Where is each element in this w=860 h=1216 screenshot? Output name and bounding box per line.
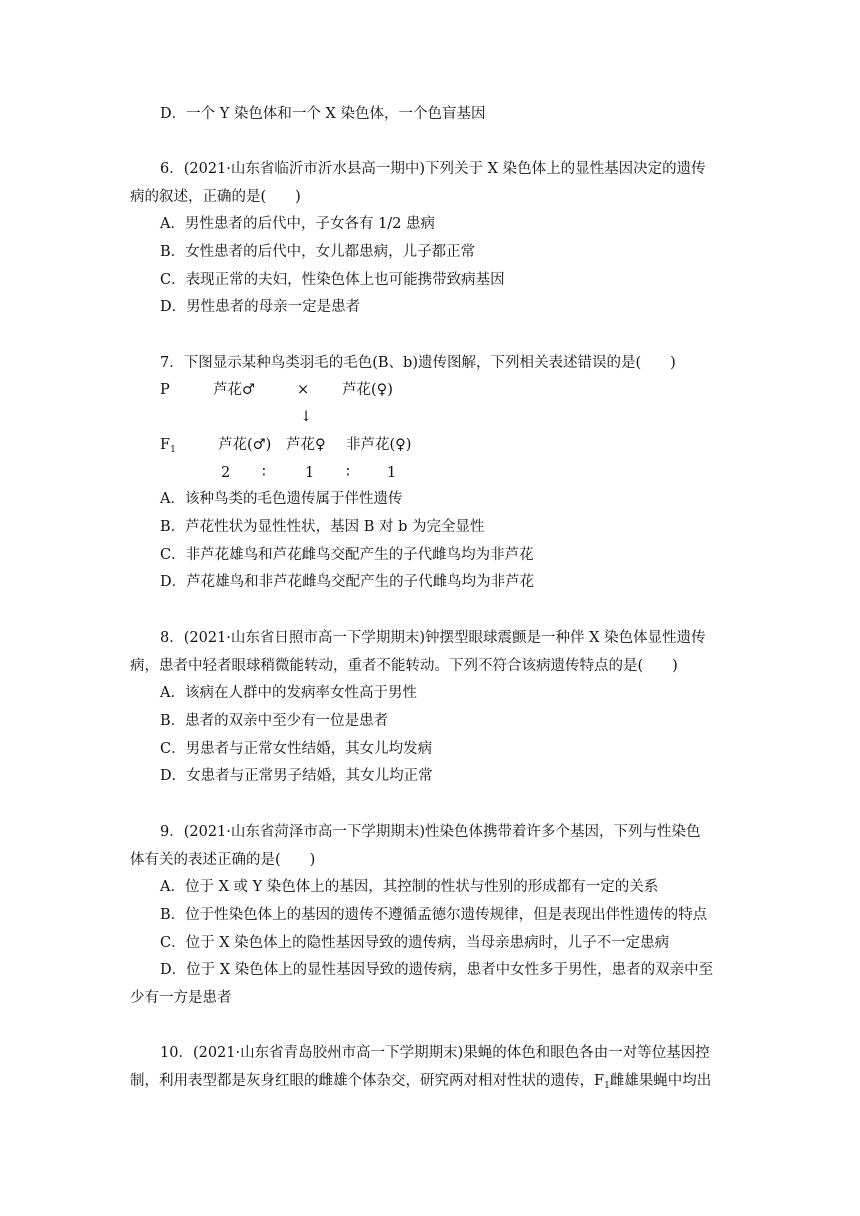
q6-stem-line2: 病的叙述，正确的是( ): [130, 189, 301, 205]
q9-stem-line2: 体有关的表述正确的是( ): [130, 852, 316, 868]
q6-option-c: C．表现正常的夫妇，性染色体上也可能携带致病基因: [160, 272, 505, 288]
q8-option-a: A．该病在人群中的发病率女性高于男性: [160, 685, 417, 701]
q9-option-a: A．位于 X 或 Y 染色体上的基因，其控制的性状与性别的形成都有一定的关系: [160, 879, 659, 895]
cross-parent-male: 芦花♂: [213, 382, 255, 398]
q6-option-b: B．女性患者的后代中，女儿都患病，儿子都正常: [160, 244, 476, 260]
q7-option-c: C．非芦花雄鸟和芦花雌鸟交配产生的子代雌鸟均为非芦花: [160, 547, 534, 563]
q9-stem-line1: 9．(2021·山东省菏泽市高一下学期期末)性染色体携带着许多个基因，下列与性染色: [160, 824, 701, 840]
cross-ratio-1: 2: [221, 465, 231, 481]
cross-colon-1: ∶: [262, 465, 266, 481]
cross-offspring-3: 非芦花(♀): [346, 437, 412, 453]
q6-option-d: D．男性患者的母亲一定是患者: [160, 299, 361, 315]
q6-option-a: A．男性患者的后代中，子女各有 1/2 患病: [160, 216, 436, 232]
cross-arrow: ↓: [300, 409, 313, 425]
cross-p-label: P: [160, 382, 170, 398]
cross-ratio-3: 1: [387, 465, 397, 481]
q9-option-d-continued: 少有一方是患者: [130, 990, 232, 1006]
q7-option-b: B．芦花性状为显性性状，基因 B 对 b 为完全显性: [160, 519, 485, 535]
q8-stem-line2: 病，患者中轻者眼球稍微能转动，重者不能转动。下列不符合该病遗传特点的是( ): [130, 658, 678, 674]
q9-option-c: C．位于 X 染色体上的隐性基因导致的遗传病，当母亲患病时，儿子不一定患病: [160, 935, 670, 951]
cross-parent-female: 芦花(♀): [342, 382, 393, 398]
q10-stem-line1: 10．(2021·山东省青岛胶州市高一下学期期末)果蝇的体色和眼色各由一对等位基因控: [160, 1045, 710, 1061]
cross-ratio-2: 1: [305, 465, 315, 481]
q8-stem-line1: 8．(2021·山东省日照市高一下学期期末)钟摆型眼球震颤是一种伴 X 染色体显性遗传: [160, 630, 706, 646]
cross-offspring-1: 芦花(♂): [218, 437, 272, 453]
cross-f1-label: $F_1$: [160, 437, 176, 455]
q10-stem-line2: 制，利用表型都是灰身红眼的雌雄个体杂交，研究两对相对性状的遗传，$F_1$雌雄果蝇中均出: [130, 1073, 712, 1091]
q7-option-a: A．该种鸟类的毛色遗传属于伴性遗传: [160, 491, 403, 507]
q9-option-b: B．位于性染色体上的基因的遗传不遵循孟德尔遗传规律，但是表现出伴性遗传的特点: [160, 907, 708, 923]
q7-option-d: D．芦花雄鸟和非芦花雌鸟交配产生的子代雌鸟均为非芦花: [160, 574, 535, 590]
q8-option-c: C．男患者与正常女性结婚，其女儿均发病: [160, 741, 433, 757]
q8-option-d: D．女患者与正常男子结婚，其女儿均正常: [160, 768, 433, 784]
cross-colon-2: ∶: [346, 465, 350, 481]
cross-offspring-2: 芦花♀: [286, 437, 326, 453]
q8-option-b: B．患者的双亲中至少有一位是患者: [160, 713, 389, 729]
q5-option-d: D．一个 Y 染色体和一个 X 染色体，一个色盲基因: [160, 106, 486, 122]
q7-stem: 7．下图显示某种鸟类羽毛的毛色(B、b)遗传图解，下列相关表述错误的是( ): [160, 355, 676, 371]
cross-times: ×: [297, 382, 310, 398]
q6-stem-line1: 6．(2021·山东省临沂市沂水县高一期中)下列关于 X 染色体上的显性基因决定的遗传: [160, 161, 706, 177]
q9-option-d: D．位于 X 染色体上的显性基因导致的遗传病，患者中女性多于男性，患者的双亲中至: [160, 962, 714, 978]
